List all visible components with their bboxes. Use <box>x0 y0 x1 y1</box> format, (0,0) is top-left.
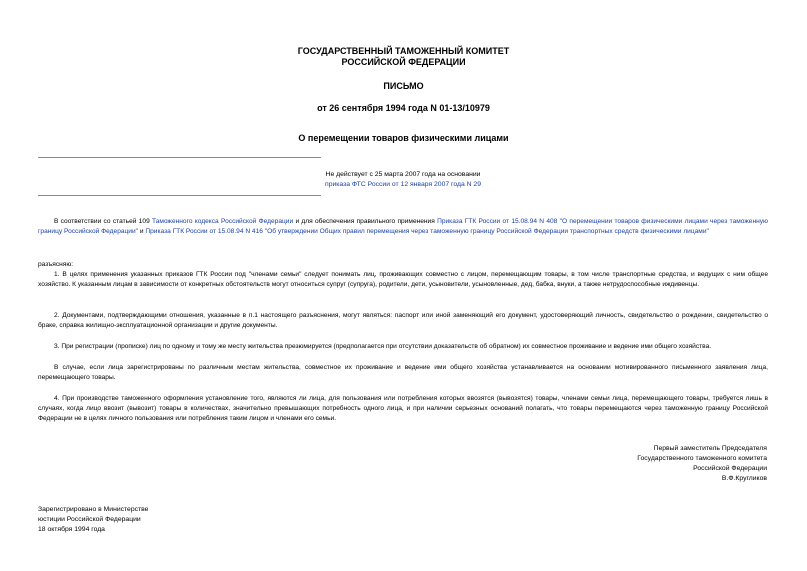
item-1: 1. В целях применения указанных приказов ГТК России под "членами семьи" следует понимать лиц, проживающих совместно с лицом, перемещающим товары, в том числе транспортные средства, и ведущих с ним общее хозяйство. К указанным лицам в зависимости от конкретных обстоятельств могут относиться супруг (супруга), родители, дети, усыновители, усыновленные, дед, бабка, внуки, а также нетрудоспособные иждивенцы. <box>38 271 768 288</box>
document-subject: О перемещении товаров физическими лицами <box>298 133 509 143</box>
document-date-number: от 26 сентября 1994 года N 01-13/10979 <box>317 103 490 113</box>
item-4: 4. При производстве таможенного оформления установление того, являются ли лица, для пользования или потребления которых ввозятся (вывозятся) товары, членами семьи лица, перемещающего товары, требуется лишь в случаях, когда лицо ввозит (вывозит) товары в количествах, значительно превышающих потребность одного лица, и при наличии серьезных оснований полагать, что товары перемещаются через таможенную границу Российской Федерации не в целях личного пользования или потребления таким лицом и членами его семьи. <box>38 395 768 422</box>
intro-text-1: В соответствии со статьей 109 <box>54 218 153 225</box>
divider-top <box>38 157 321 158</box>
registration-line-1: Зарегистрировано в Министерстве <box>38 506 149 513</box>
registration-block <box>38 505 148 535</box>
intro-text-2: и для обеспечения правильного применения <box>293 218 438 225</box>
order-408-link[interactable]: Приказа ГТК России от 15.08.94 N 408 "О перемещении товаров физическими лицами через таможенную границу Российской Федерации" <box>38 218 768 235</box>
intro-paragraph <box>38 217 768 237</box>
intro-text-3: и <box>138 228 146 235</box>
registration-line-2: юстиции Российской Федерации <box>38 516 141 523</box>
item-2: 2. Документами, подтверждающими отношения, указанные в п.1 настоящего разъяснения, могут являться: паспорт или иной заменяющий его документ, удостоверяющий личность, свидетельство о рождении, свидетельство о браке, справка жилищно-эксплуатационной организации и другие документы. <box>38 312 768 329</box>
validity-status <box>38 170 768 190</box>
signature-block <box>637 444 767 484</box>
issuer-line-1: ГОСУДАРСТВЕННЫЙ ТАМОЖЕННЫЙ КОМИТЕТ <box>297 46 510 56</box>
order-416-link[interactable]: Приказа ГТК России от 15.08.94 N 416 "Об утверждении Общих правил перемещения через таможенную границу Российской Федерации транспортных средств физическими лицами" <box>145 228 709 235</box>
item-3-continuation: В случае, если лица зарегистрированы по различным местам жительства, совместное их проживание и ведение ими общего хозяйства устанавливается на основании мотивированного письменного заявления лица, перемещающего товары. <box>38 364 768 381</box>
item-3: 3. При регистрации (прописке) лиц по одному и тому же месту жительства презюмируется (предполагается при отсутствии доказательств об обратном) их совместное проживание и ведение ими общего хозяйства. <box>54 343 712 350</box>
signature-title-1: Первый заместитель Председателя <box>653 445 767 452</box>
signature-name: В.Ф.Кругликов <box>721 475 767 482</box>
divider-bottom <box>38 195 321 196</box>
explains-label: разъясняю: <box>38 261 74 268</box>
document-type: ПИСЬМО <box>383 81 424 91</box>
validity-status-link[interactable]: приказа ФТС России от 12 января 2007 года N 29 <box>325 181 481 188</box>
signature-title-2: Государственного таможенного комитета <box>637 455 767 462</box>
issuer-title <box>0 46 807 68</box>
validity-status-text: Не действует с 25 марта 2007 года на основании <box>325 171 481 178</box>
issuer-line-2: РОССИЙСКОЙ ФЕДЕРАЦИИ <box>341 57 466 67</box>
signature-title-3: Российской Федерации <box>693 465 767 472</box>
customs-code-link[interactable]: Таможенного кодекса Российской Федерации <box>152 218 294 225</box>
registration-line-3: 18 октября 1994 года <box>38 526 105 533</box>
